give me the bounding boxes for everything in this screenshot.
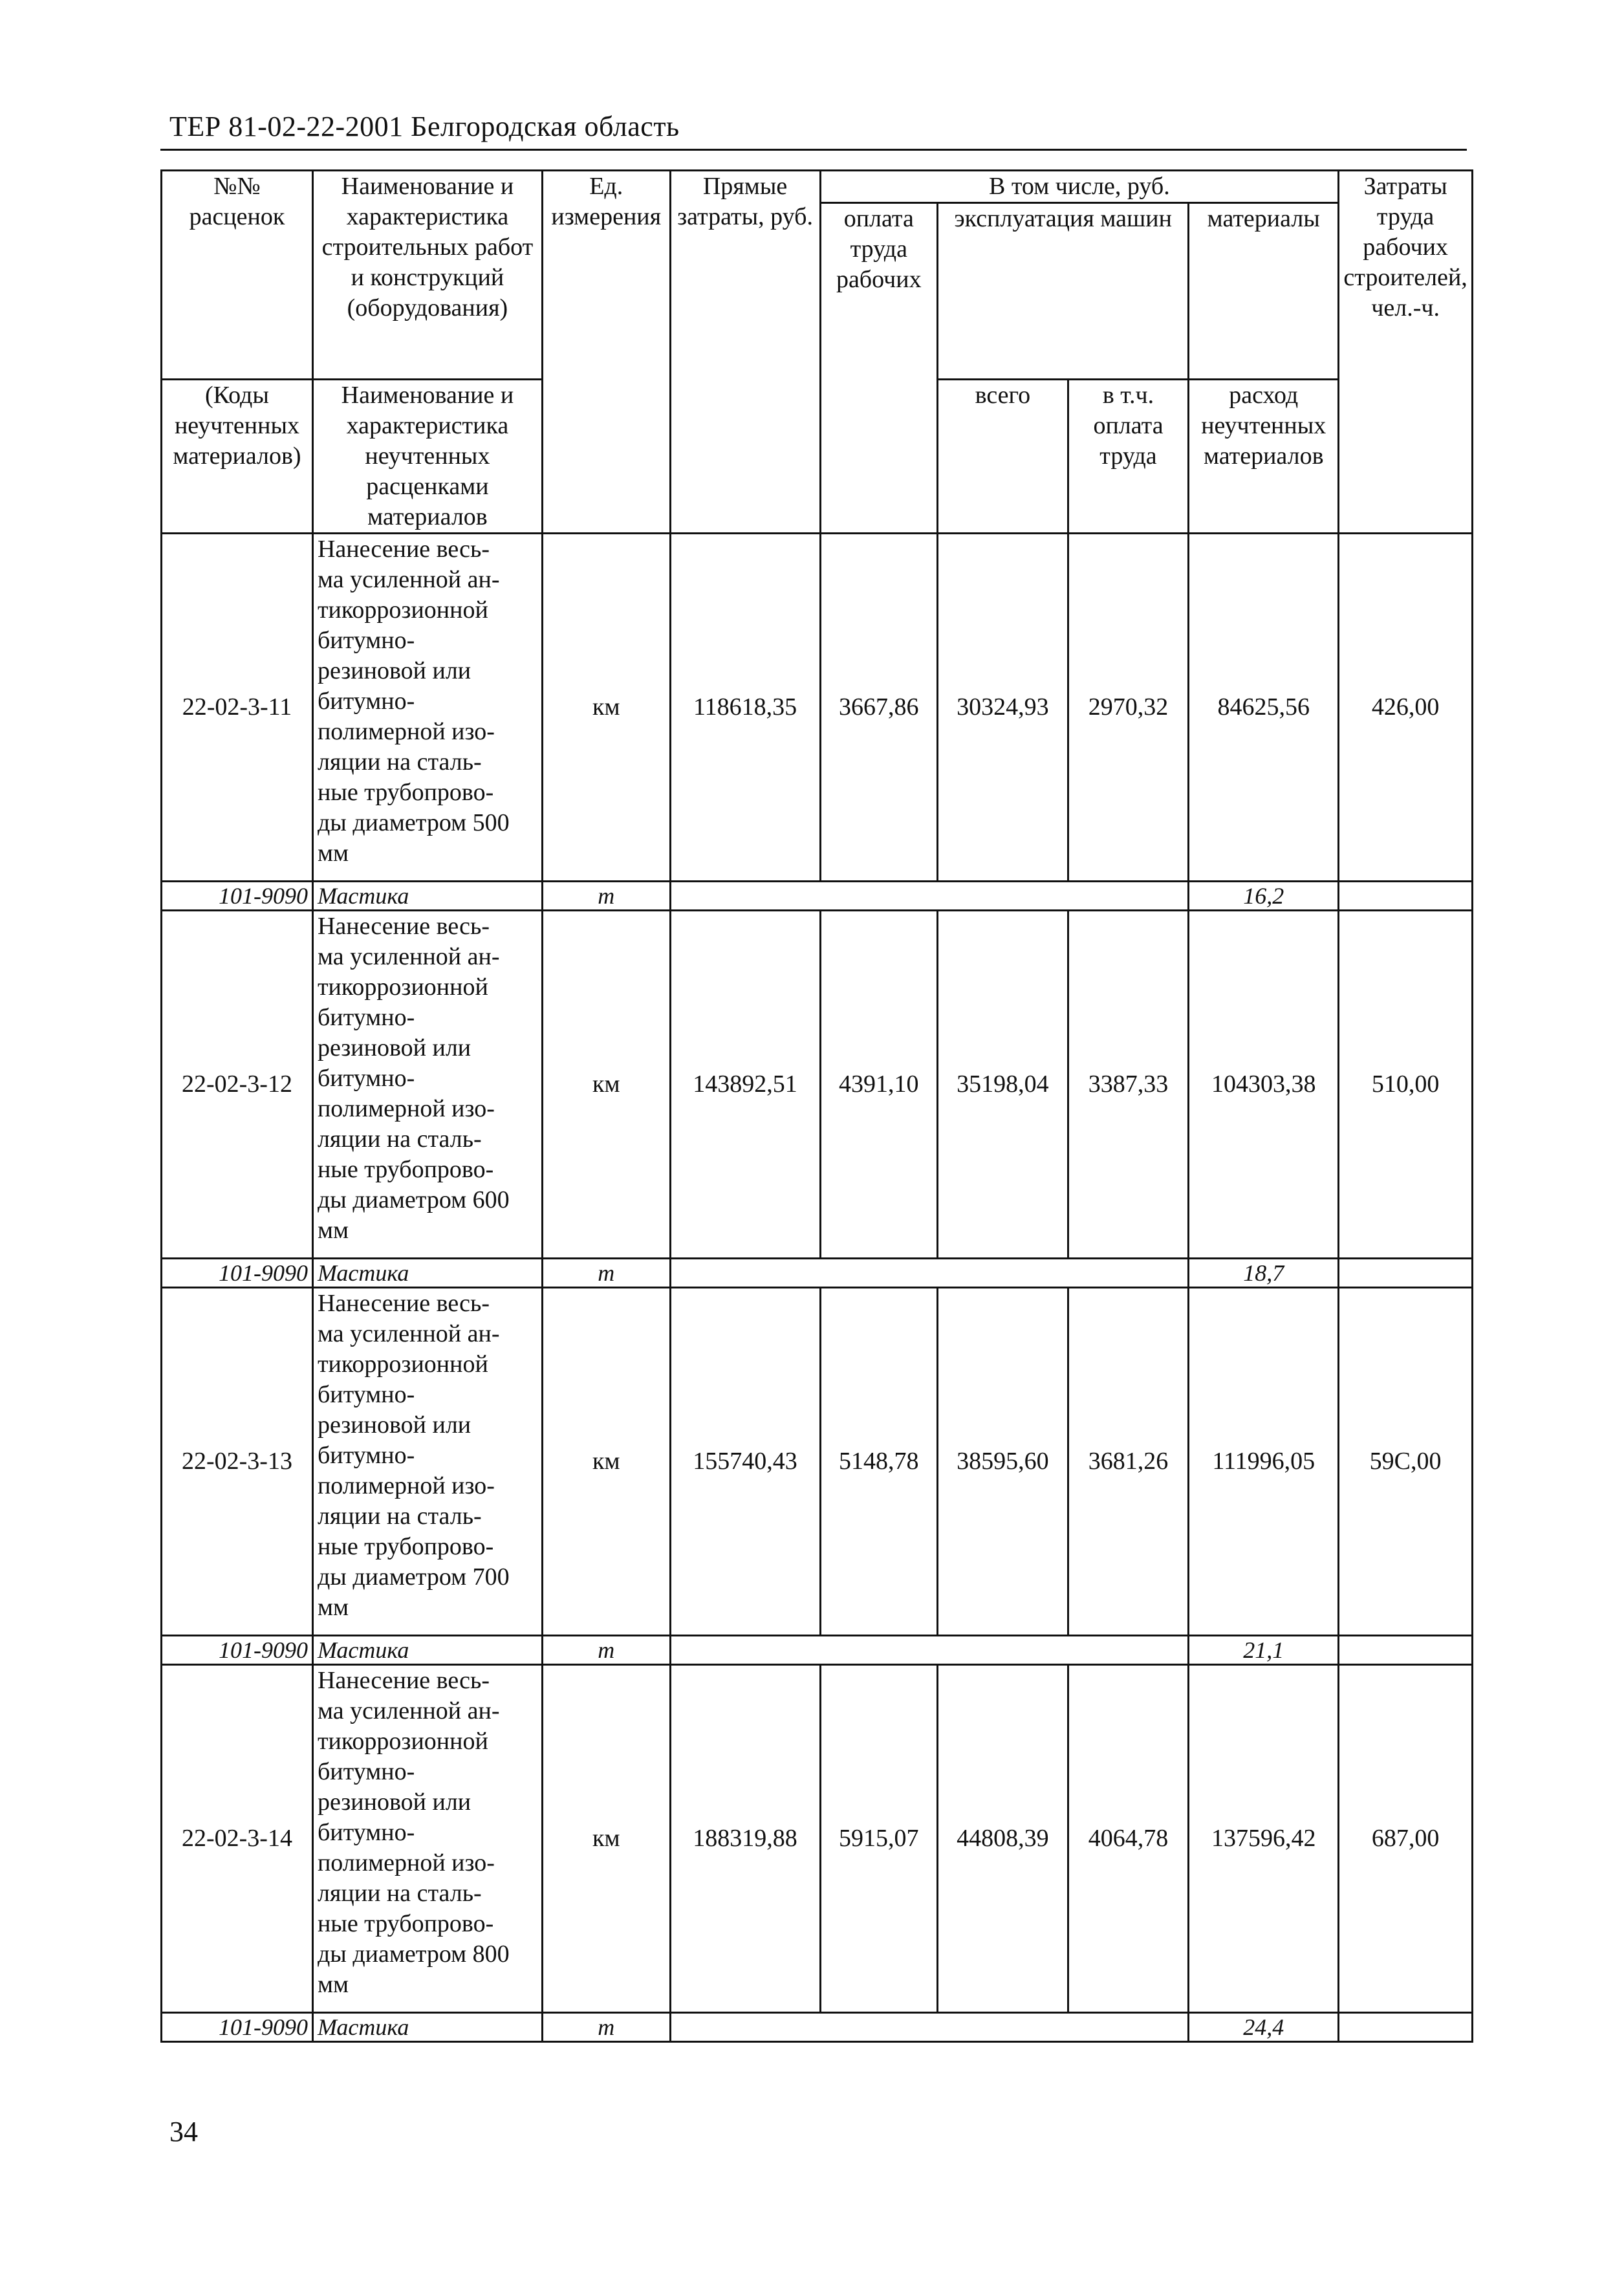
material-empty <box>670 2013 1189 2042</box>
desc-line: битумно- <box>317 1004 415 1031</box>
desc-line: тикоррозионной <box>317 1351 488 1378</box>
desc-line: ные трубопрово- <box>317 779 494 806</box>
desc-line: мм <box>317 1217 349 1244</box>
desc-line: ма усиленной ан- <box>317 1697 500 1724</box>
desc-line: ма усиленной ан- <box>317 943 500 970</box>
head-labor-cost: Затраты труда рабочих строителей, чел.-ч. <box>1339 171 1473 534</box>
desc-line: мм <box>317 1594 349 1621</box>
material-code: 101-9090 <box>162 882 313 911</box>
work-description <box>312 911 542 1259</box>
desc-line: ляции на сталь- <box>317 1880 482 1907</box>
machines-labor: 3681,26 <box>1068 1288 1189 1636</box>
desc-line: битумно- <box>317 1758 415 1785</box>
material-row <box>162 882 1473 911</box>
material-name: Мастика <box>312 1259 542 1288</box>
material-empty <box>670 1259 1189 1288</box>
unit: км <box>542 911 670 1259</box>
desc-line: ляции на сталь- <box>317 1503 482 1530</box>
desc-line: резиновой или <box>317 1411 471 1439</box>
page-header: ТЕР 81-02-22-2001 Белгородская область <box>169 111 680 142</box>
table-row <box>162 1288 1473 1636</box>
desc-line: ные трубопрово- <box>317 1910 494 1937</box>
desc-line: ды диаметром 500 <box>317 809 510 836</box>
desc-line: мм <box>317 840 349 867</box>
machines-labor: 2970,32 <box>1068 534 1189 882</box>
head-code: №№ расценок <box>162 171 313 380</box>
material-code: 101-9090 <box>162 2013 313 2042</box>
rate-code: 22-02-3-12 <box>162 911 313 1259</box>
desc-line: полимерной изо- <box>317 1849 495 1876</box>
desc-line: битумно- <box>317 688 415 715</box>
material-code: 101-9090 <box>162 1259 313 1288</box>
desc-line: резиновой или <box>317 657 471 684</box>
labor-pay: 5915,07 <box>820 1665 938 2013</box>
desc-line: полимерной изо- <box>317 1472 495 1499</box>
head-materials-unaccounted: расход неучтенных материалов <box>1189 380 1339 534</box>
material-code: 101-9090 <box>162 1636 313 1665</box>
material-unit: т <box>542 1259 670 1288</box>
desc-line: резиновой или <box>317 1034 471 1061</box>
machines-labor: 4064,78 <box>1068 1665 1189 2013</box>
materials: 137596,42 <box>1189 1665 1339 2013</box>
material-empty <box>1339 2013 1473 2042</box>
unit: км <box>542 1665 670 2013</box>
desc-line: Нанесение весь- <box>317 1290 490 1317</box>
rate-code: 22-02-3-14 <box>162 1665 313 2013</box>
direct-costs: 155740,43 <box>670 1288 820 1636</box>
work-description <box>312 1665 542 2013</box>
labor-pay: 3667,86 <box>820 534 938 882</box>
head-name: Наименование и характеристика строительных работ и конструкций (оборудования) <box>312 171 542 380</box>
desc-line: ляции на сталь- <box>317 748 482 776</box>
material-name: Мастика <box>312 2013 542 2042</box>
page-number: 34 <box>169 2116 198 2147</box>
direct-costs: 188319,88 <box>670 1665 820 2013</box>
desc-line: тикоррозионной <box>317 596 488 624</box>
desc-line: битумно- <box>317 1819 415 1846</box>
material-qty: 24,4 <box>1189 2013 1339 2042</box>
work-description <box>312 534 542 882</box>
material-unit: т <box>542 1636 670 1665</box>
desc-line: Нанесение весь- <box>317 913 490 940</box>
material-unit: т <box>542 882 670 911</box>
head-including: В том числе, руб. <box>820 171 1339 203</box>
desc-line: битумно- <box>317 1381 415 1408</box>
material-qty: 21,1 <box>1189 1636 1339 1665</box>
labor-cost: 510,00 <box>1339 911 1473 1259</box>
material-empty <box>1339 882 1473 911</box>
desc-line: мм <box>317 1971 349 1998</box>
material-name: Мастика <box>312 1636 542 1665</box>
material-row <box>162 2013 1473 2042</box>
material-qty: 16,2 <box>1189 882 1339 911</box>
material-empty <box>1339 1636 1473 1665</box>
table-head-row-1 <box>162 171 1473 203</box>
table-row <box>162 534 1473 882</box>
direct-costs: 118618,35 <box>670 534 820 882</box>
head-labor-pay: оплата труда рабочих <box>820 203 938 534</box>
head-machines-labor: в т.ч. оплата труда <box>1068 380 1189 534</box>
labor-cost: 687,00 <box>1339 1665 1473 2013</box>
table-row <box>162 911 1473 1259</box>
material-empty <box>670 1636 1189 1665</box>
desc-line: Нанесение весь- <box>317 1667 490 1694</box>
head-name-unaccounted: Наименование и характеристика неучтенных расценками материалов <box>312 380 542 534</box>
head-materials: материалы <box>1189 203 1339 380</box>
material-name: Мастика <box>312 882 542 911</box>
desc-line: битумно- <box>317 1442 415 1469</box>
work-description <box>312 1288 542 1636</box>
head-unit: Ед. измерения <box>542 171 670 534</box>
labor-cost: 426,00 <box>1339 534 1473 882</box>
materials: 111996,05 <box>1189 1288 1339 1636</box>
desc-line: полимерной изо- <box>317 1095 495 1122</box>
material-row <box>162 1259 1473 1288</box>
machines-labor: 3387,33 <box>1068 911 1189 1259</box>
rate-code: 22-02-3-13 <box>162 1288 313 1636</box>
material-unit: т <box>542 2013 670 2042</box>
material-row <box>162 1636 1473 1665</box>
desc-line: ляции на сталь- <box>317 1125 482 1153</box>
machines-total: 44808,39 <box>938 1665 1068 2013</box>
desc-line: ма усиленной ан- <box>317 1320 500 1347</box>
desc-line: Нанесение весь- <box>317 536 490 563</box>
machines-total: 35198,04 <box>938 911 1068 1259</box>
rate-code: 22-02-3-11 <box>162 534 313 882</box>
material-empty <box>1339 1259 1473 1288</box>
desc-line: ные трубопрово- <box>317 1533 494 1560</box>
head-direct-costs: Прямые затраты, руб. <box>670 171 820 534</box>
desc-line: ные трубопрово- <box>317 1156 494 1183</box>
head-machines: эксплуатация машин <box>938 203 1189 380</box>
materials: 84625,56 <box>1189 534 1339 882</box>
head-code-unaccounted: (Коды неучтенных материалов) <box>162 380 313 534</box>
desc-line: тикоррозионной <box>317 973 488 1001</box>
desc-line: полимерной изо- <box>317 718 495 745</box>
unit: км <box>542 534 670 882</box>
desc-line: ды диаметром 700 <box>317 1563 510 1591</box>
labor-cost: 59С,00 <box>1339 1288 1473 1636</box>
desc-line: битумно- <box>317 1065 415 1092</box>
rates-table <box>160 169 1473 2043</box>
machines-total: 30324,93 <box>938 534 1068 882</box>
desc-line: тикоррозионной <box>317 1728 488 1755</box>
desc-line: резиновой или <box>317 1788 471 1816</box>
labor-pay: 4391,10 <box>820 911 938 1259</box>
desc-line: ды диаметром 600 <box>317 1186 510 1213</box>
desc-line: битумно- <box>317 627 415 654</box>
desc-line: ды диаметром 800 <box>317 1940 510 1968</box>
head-machines-total: всего <box>938 380 1068 534</box>
header-rule <box>160 149 1467 151</box>
material-empty <box>670 882 1189 911</box>
desc-line: ма усиленной ан- <box>317 566 500 593</box>
material-qty: 18,7 <box>1189 1259 1339 1288</box>
materials: 104303,38 <box>1189 911 1339 1259</box>
machines-total: 38595,60 <box>938 1288 1068 1636</box>
unit: км <box>542 1288 670 1636</box>
direct-costs: 143892,51 <box>670 911 820 1259</box>
table-row <box>162 1665 1473 2013</box>
labor-pay: 5148,78 <box>820 1288 938 1636</box>
